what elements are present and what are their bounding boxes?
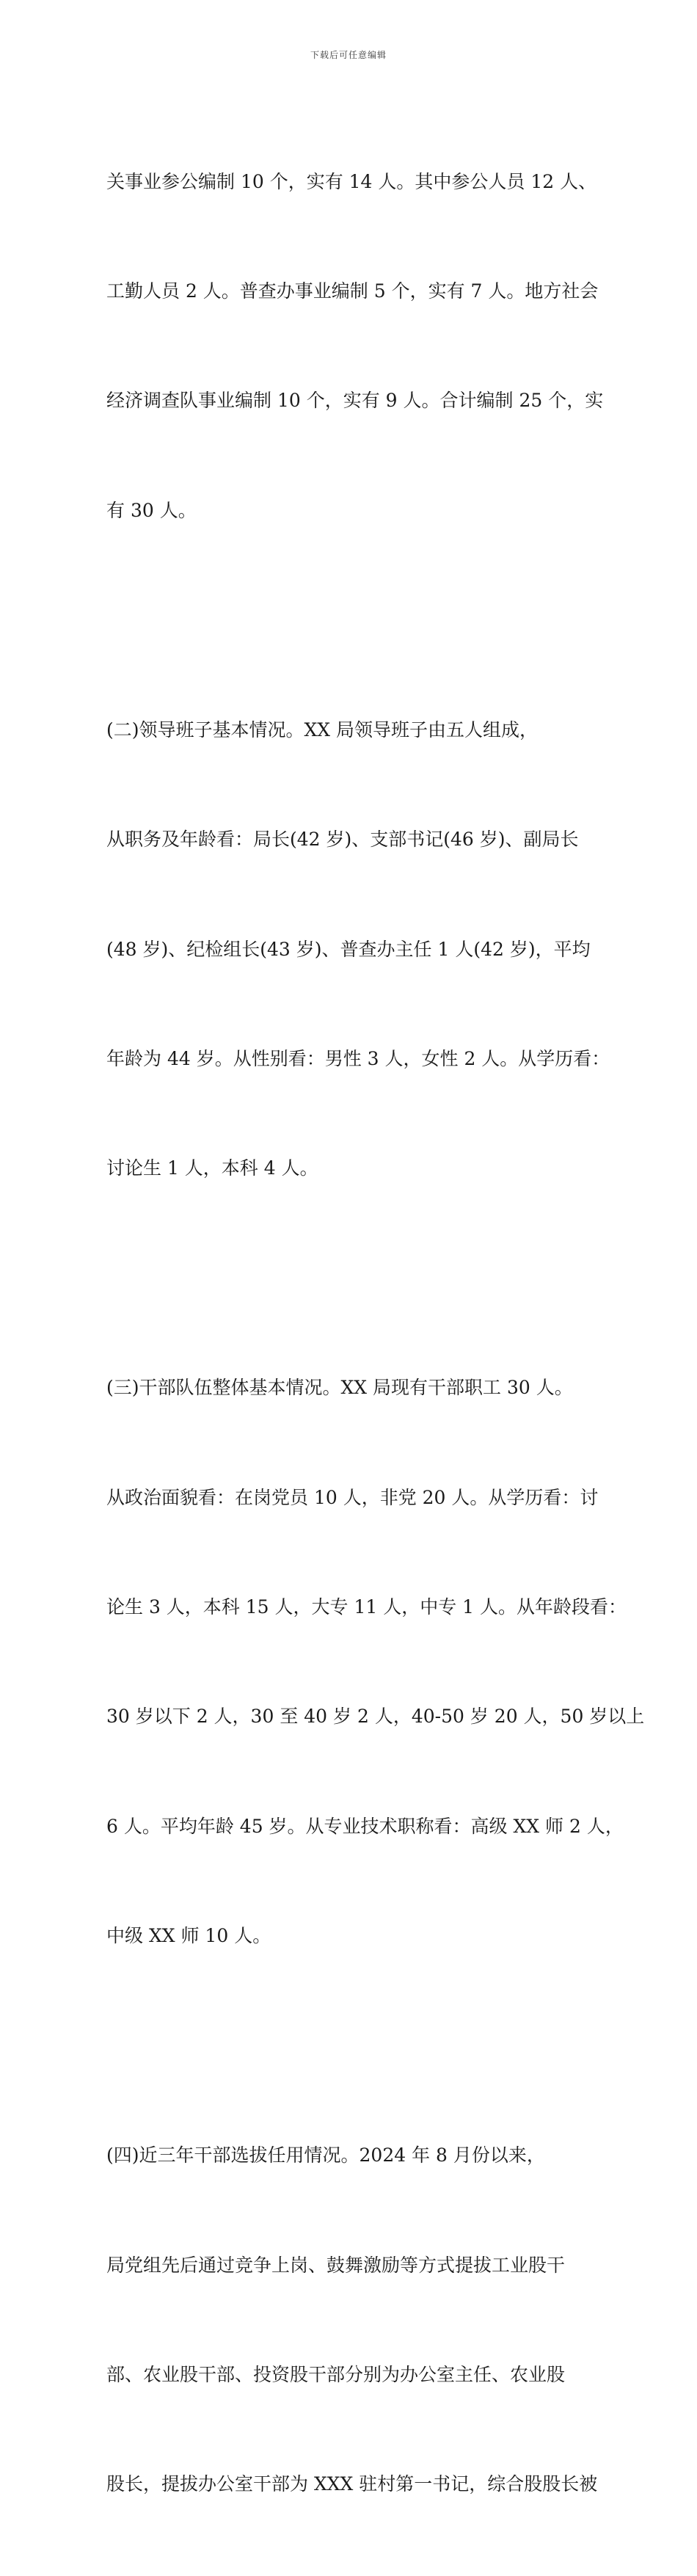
paragraph-leadership <box>106 638 610 1260</box>
paragraph-promotion <box>106 2064 605 2576</box>
text-line: 工勤人员 2 人。普查办事业编制 5 个，实有 7 人。地方社会 <box>106 280 599 302</box>
text-line: 30 岁以下 2 人，30 至 40 岁 2 人，40-50 岁 20 人，50 岁以上 <box>106 1706 645 1728</box>
text-line: 论生 3 人，本科 15 人，大专 11 人，中专 1 人。从年龄段看： <box>106 1596 627 1618</box>
text-line: 股长，提拔办公室干部为 XXX 驻村第一书记，综合股股长被 <box>106 2473 598 2495</box>
document-body <box>106 90 645 2576</box>
text-line: 从政治面貌看：在岗党员 10 人，非党 20 人。从学历看：讨 <box>106 1486 599 1508</box>
page-header: 下载后可任意编辑 <box>310 50 387 60</box>
text-line: 6 人。平均年龄 45 岁。从专业技术职称看：高级 XX 师 2 人， <box>106 1815 624 1837</box>
text-line: 经济调查队事业编制 10 个，实有 9 人。合计编制 25 个，实 <box>106 390 604 412</box>
text-line: 部、农业股干部、投资股干部分别为办公室主任、农业股 <box>106 2364 566 2386</box>
text-line: 年龄为 44 岁。从性别看：男性 3 人，女性 2 人。从学历看： <box>106 1047 610 1069</box>
paragraph-workforce <box>106 1297 645 2028</box>
text-line: (48 岁)、纪检组长(43 岁)、普查办主任 1 人(42 岁)，平均 <box>106 938 591 960</box>
text-line: 从职务及年龄看：局长(42 岁)、支部书记(46 岁)、副局长 <box>106 829 579 851</box>
text-line: 局党组先后通过竞争上岗、鼓舞激励等方式提拔工业股干 <box>106 2254 566 2276</box>
text-line: 讨论生 1 人，本科 4 人。 <box>106 1157 318 1179</box>
text-line: (二)领导班子基本情况。XX 局领导班子由五人组成， <box>106 718 539 741</box>
text-line: 关事业参公编制 10 个，实有 14 人。其中参公人员 12 人、 <box>106 170 597 192</box>
text-line: 中级 XX 师 10 人。 <box>106 1925 271 1947</box>
paragraph-staffing <box>106 90 605 602</box>
text-line: (三)干部队伍整体基本情况。XX 局现有干部职工 30 人。 <box>106 1377 573 1399</box>
text-line: 有 30 人。 <box>106 499 197 521</box>
text-line: (四)近三年干部选拔任用情况。2024 年 8 月份以来， <box>106 2144 545 2166</box>
